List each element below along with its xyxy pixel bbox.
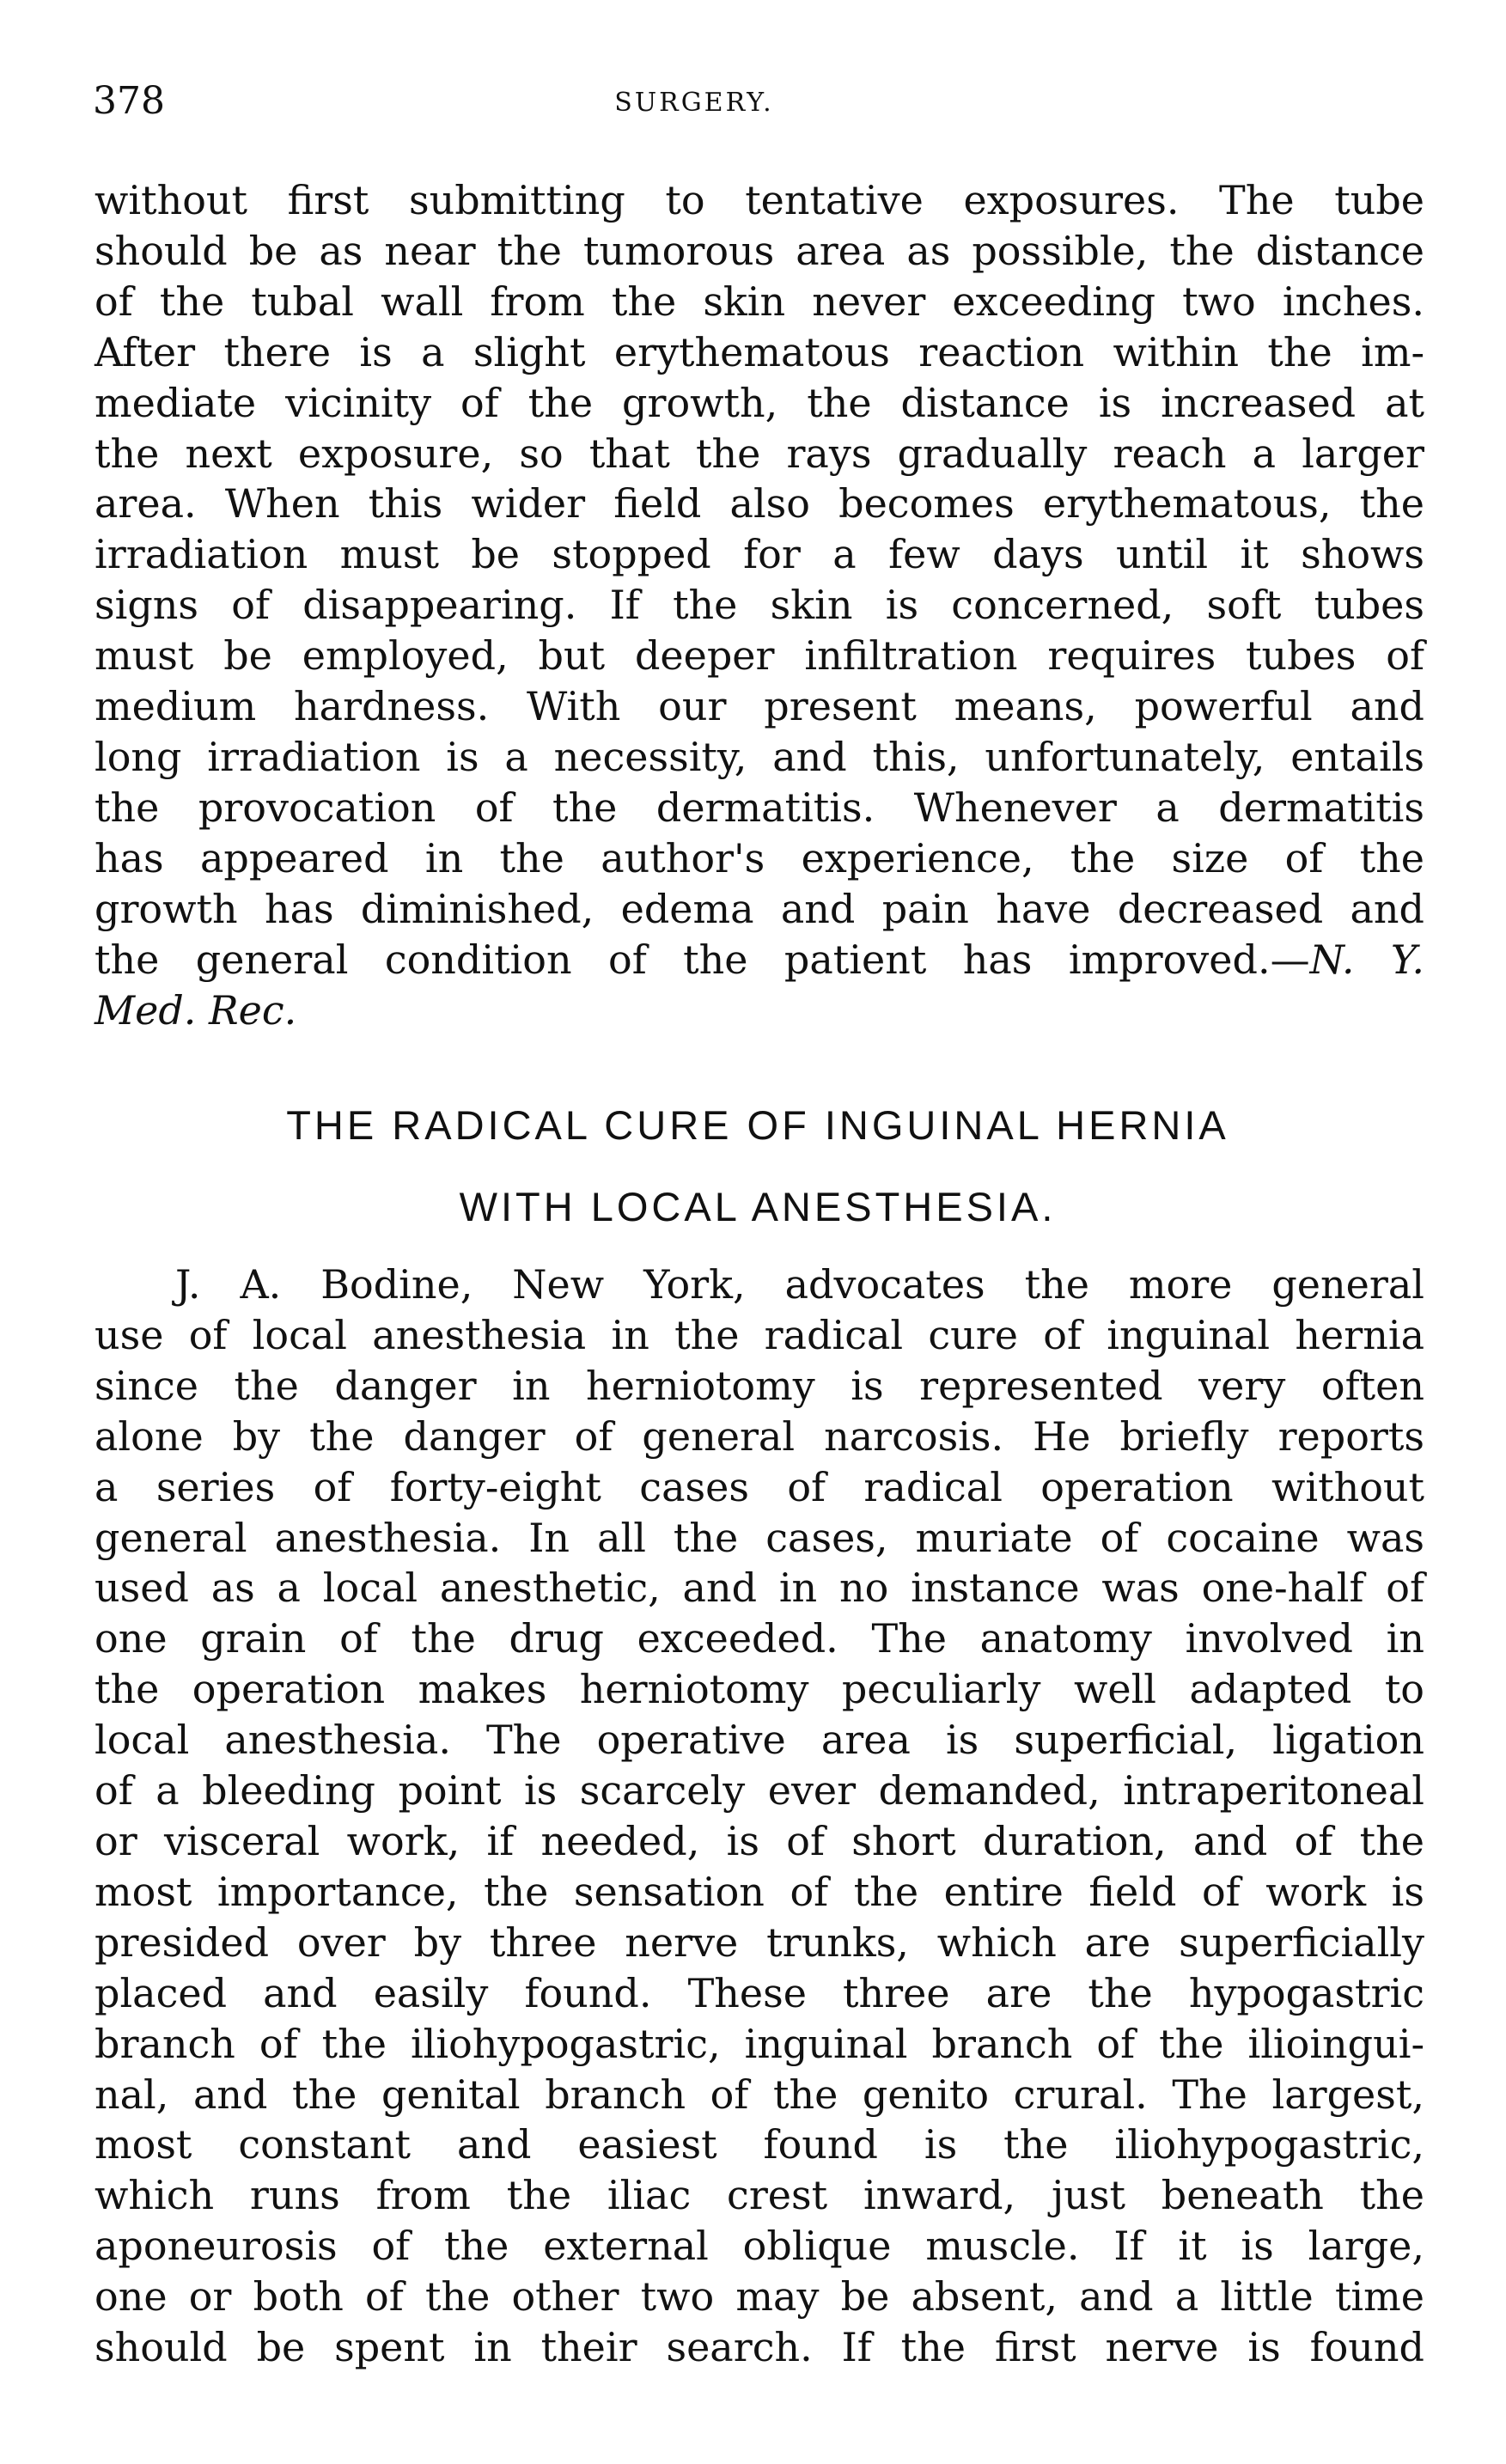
citation-inline: N. Y. [1309, 936, 1424, 983]
text-line: medium hardness. With our present means, powerful and [95, 683, 1424, 730]
text-line: the operation makes herniotomy peculiarly well adapted to [95, 1666, 1424, 1713]
text-line: general anesthesia. In all the cases, muriate of cocaine was [95, 1514, 1424, 1561]
text-line: which runs from the iliac crest inward, just beneath the [95, 2172, 1424, 2219]
text-line: mediate vicinity of the growth, the distance is increased at [95, 379, 1424, 426]
text-line-with-citation [95, 935, 1424, 985]
text-line: nal, and the genital branch of the genito crural. The largest, [95, 2071, 1424, 2118]
text-line: placed and easily found. These three are the hypogastric [95, 1969, 1424, 2016]
text-line: area. When this wider field also becomes erythematous, the [95, 480, 1424, 528]
page-number: 378 [93, 79, 165, 123]
text-line: without first submitting to tentative exposures. The tube [95, 177, 1424, 223]
text-line: branch of the iliohypogastric, inguinal branch of the ilioingui- [95, 2020, 1424, 2067]
text-line: of the tubal wall from the skin never exceeding two inches. [95, 278, 1424, 325]
text-line: alone by the danger of general narcosis. He briefly reports [95, 1412, 1424, 1460]
text-line: or visceral work, if needed, is of short duration, and of the [95, 1817, 1424, 1864]
text-line: the provocation of the dermatitis. Whenever a dermatitis [95, 784, 1424, 831]
text-line: a series of forty-eight cases of radical operation without [95, 1463, 1424, 1510]
article-paragraph [95, 1259, 1424, 2373]
text-line: should be as near the tumorous area as possible, the distance [95, 227, 1424, 274]
text-line: one or both of the other two may be absent, and a little time [95, 2273, 1424, 2321]
text-line: use of local anesthesia in the radical cure of inguinal hernia [95, 1311, 1424, 1358]
running-head [93, 76, 1433, 127]
text-line: one grain of the drug exceeded. The anatomy involved in [95, 1615, 1424, 1662]
text-line: must be employed, but deeper infiltration requires tubes of [95, 632, 1424, 680]
article-heading-line-1: THE RADICAL CURE OF INGUINAL HERNIA [286, 1102, 1229, 1148]
continued-paragraph [95, 175, 1424, 1035]
text-line: most importance, the sensation of the entire field of work is [95, 1868, 1424, 1915]
text-line: growth has diminished, edema and pain have decreased and [95, 885, 1424, 932]
text-line: should be spent in their search. If the first nerve is found [95, 2324, 1424, 2371]
text-line: of a bleeding point is scarcely ever demanded, intraperitoneal [95, 1767, 1424, 1814]
text-line: used as a local anesthetic, and in no instance was one-half of [95, 1564, 1424, 1612]
article-heading [93, 1084, 1423, 1247]
text-line: presided over by three nerve trunks, which are superficially [95, 1918, 1424, 1966]
text-line: aponeurosis of the external oblique muscle. If it is large, [95, 2223, 1424, 2270]
text-line: local anesthesia. The operative area is superficial, ligation [95, 1717, 1424, 1764]
article-heading-line-2: WITH LOCAL ANESTHESIA. [459, 1184, 1057, 1229]
text-line: irradiation must be stopped for a few days until it shows [95, 531, 1424, 578]
text-line: signs of disappearing. If the skin is concerned, soft tubes [95, 582, 1424, 629]
text-line: J. A. Bodine, New York, advocates the more general [175, 1261, 1424, 1308]
text-line: the next exposure, so that the rays gradually reach a larger [95, 430, 1424, 477]
text-run: the general condition of the patient has improved.— [95, 936, 1310, 983]
text-line: After there is a slight erythematous reaction within the im- [95, 328, 1424, 375]
running-title: SURGERY. [614, 88, 774, 118]
text-line: since the danger in herniotomy is represented very often [95, 1362, 1424, 1409]
text-line: has appeared in the author's experience, the size of the [95, 834, 1424, 881]
citation-line: Med. Rec. [95, 986, 297, 1034]
text-line: long irradiation is a necessity, and this, unfortunately, entails [95, 733, 1424, 780]
text-line: most constant and easiest found is the iliohypogastric, [95, 2121, 1424, 2168]
